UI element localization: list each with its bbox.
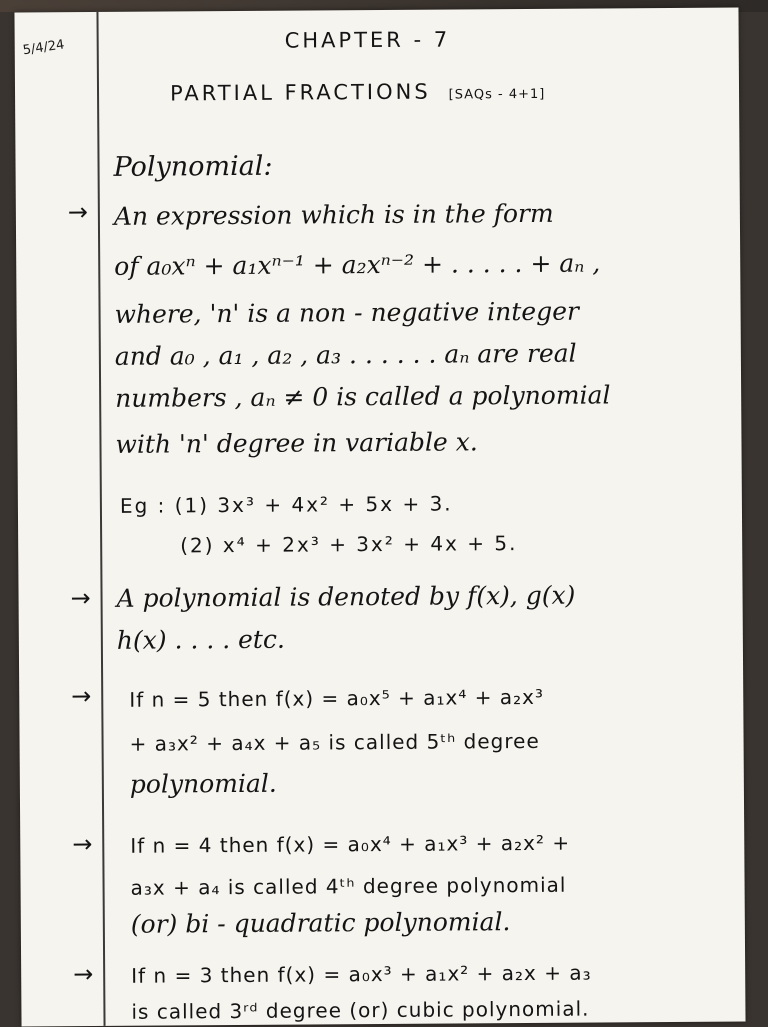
definition-line-6: with 'n' degree in variable x.	[115, 427, 478, 459]
notation-line-1: A polynomial is denoted by f(x), g(x)	[116, 580, 576, 613]
notation-line-2: h(x) . . . . etc.	[116, 624, 285, 655]
arrow-icon: →	[67, 198, 89, 227]
definition-line-5: numbers , aₙ ≠ 0 is called a polynomial	[115, 380, 611, 413]
example-2: (2) x⁴ + 2x³ + 3x² + 4x + 5.	[180, 531, 518, 558]
topic-text: PARTIAL FRACTIONS	[169, 79, 431, 106]
degree4-line-3: (or) bi - quadratic polynomial.	[130, 907, 511, 939]
arrow-icon: →	[70, 584, 91, 613]
chapter-title: CHAPTER - 7	[284, 27, 451, 53]
definition-line-1: An expression which is in the form	[113, 198, 554, 231]
degree3-line-2: is called 3ʳᵈ degree (or) cubic polynomial.	[131, 996, 590, 1024]
margin-line	[96, 12, 105, 1026]
section-heading: Polynomial:	[113, 150, 273, 183]
topic-tag: [SAQs - 4+1]	[448, 86, 546, 103]
degree5-line-3: polynomial.	[129, 768, 277, 799]
example-1: Eg : (1) 3x³ + 4x² + 5x + 3.	[119, 491, 453, 518]
arrow-icon: →	[73, 960, 94, 989]
degree3-line-1: If n = 3 then f(x) = a₀x³ + a₁x² + a₂x + a₃	[131, 960, 592, 988]
arrow-icon: →	[71, 682, 92, 711]
degree5-line-2: + a₃x² + a₄x + a₅ is called 5ᵗʰ degree	[129, 728, 540, 756]
definition-line-2: of a₀xⁿ + a₁xⁿ⁻¹ + a₂xⁿ⁻² + . . . . . + aₙ ,	[114, 248, 601, 281]
definition-line-4: and a₀ , a₁ , a₂ , a₃ . . . . . . aₙ are real	[114, 338, 577, 371]
notebook-page	[14, 7, 745, 1026]
topic-title	[170, 79, 545, 106]
arrow-icon: →	[72, 830, 93, 859]
degree4-line-2: a₃x + a₄ is called 4ᵗʰ degree polynomial	[130, 872, 567, 900]
definition-line-3: where, 'n' is a non - negative integer	[114, 296, 580, 329]
date-note: 5/4/24	[21, 37, 66, 59]
degree5-line-1: If n = 5 then f(x) = a₀x⁵ + a₁x⁴ + a₂x³	[129, 684, 545, 712]
degree4-line-1: If n = 4 then f(x) = a₀x⁴ + a₁x³ + a₂x² +	[130, 830, 571, 858]
